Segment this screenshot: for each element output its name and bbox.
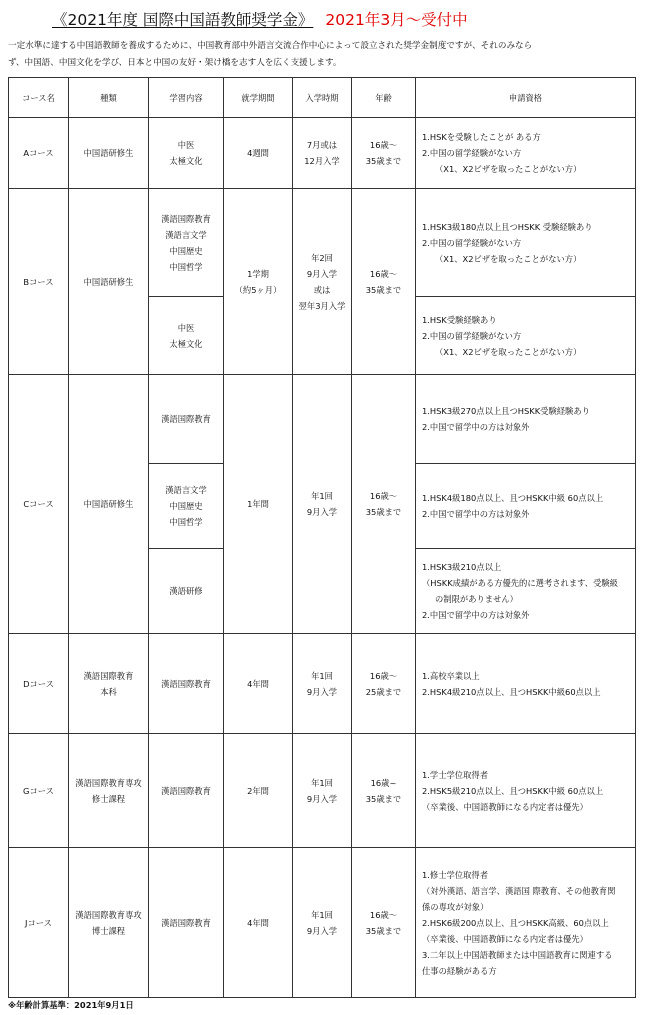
course-age: 16歳~ 35歳まで <box>352 734 416 848</box>
table-header-row <box>9 78 636 118</box>
col-header-period: 就学期間 <box>224 78 293 118</box>
table-row <box>9 189 636 297</box>
intro-paragraph <box>8 38 638 72</box>
table-row <box>9 848 636 998</box>
col-header-course: コース名 <box>9 78 69 118</box>
course-content: 漢語言文学 中国歴史 中国哲学 <box>149 464 224 549</box>
course-type: 中国語研修生 <box>69 375 149 634</box>
course-content: 中医 太極文化 <box>149 297 224 375</box>
course-content: 漢語国際教育 <box>149 375 224 464</box>
application-status: 2021年3月～受付中 <box>325 11 468 29</box>
scholarship-title: 《2021年度 国際中国語教師奨学金》 <box>52 11 314 29</box>
course-content: 中医 太極文化 <box>149 118 224 189</box>
course-age: 16歳～ 35歳まで <box>352 375 416 634</box>
course-content: 漢語国際教育 <box>149 848 224 998</box>
table-row <box>9 734 636 848</box>
intro-line-1: 一定水準に達する中国語教師を養成するために、中国教育部中外語言交流合作中心によって設立された奨学金制度ですが、それのみなら <box>8 41 533 51</box>
course-period: 2年間 <box>224 734 293 848</box>
intro-line-2: ず、中国語、中国文化を学び、日本と中国の友好・架け橋を志す人を広く支援します。 <box>8 58 342 68</box>
course-requirements: 1.修士学位取得者 （対外漢語、語言学、漢語国 際教育、その他教育関 係の専攻が対象） 2.HSK6級200点以上、且つHSKK高級、60点以上 （卒業後、中国語教師になる内定者は優先） 3.二年以上中国語教師または中国語教育に関連する 仕事の経験がある方 <box>416 848 636 998</box>
course-age: 16歳～ 35歳まで <box>352 848 416 998</box>
course-name: Jコース <box>9 848 69 998</box>
course-period: 1年間 <box>224 375 293 634</box>
col-header-age: 年齢 <box>352 78 416 118</box>
course-requirements: 1.HSK3級270点以上且つHSKK受験経験あり 2.中国で留学中の方は対象外 <box>416 375 636 464</box>
course-name: Bコース <box>9 189 69 375</box>
course-requirements: 1.HSK3級210点以上 （HSKK成績がある方優先的に選考されます、受験級 の制限がありません） 2.中国で留学中の方は対象外 <box>416 549 636 634</box>
course-name: Gコース <box>9 734 69 848</box>
course-type: 漢語国際教育専攻 修士課程 <box>69 734 149 848</box>
col-header-intake: 入学時期 <box>293 78 352 118</box>
course-period: 4週間 <box>224 118 293 189</box>
course-table <box>8 77 636 998</box>
course-age: 16歳～ 35歳まで <box>352 118 416 189</box>
course-requirements: 1.学士学位取得者 2.HSK5級210点以上、且つHSKK中級 60点以上 （卒業後、中国語教師になる内定者は優先） <box>416 734 636 848</box>
course-name: Aコース <box>9 118 69 189</box>
course-period: 4年間 <box>224 848 293 998</box>
course-period: 1学期 （約5ヶ月） <box>224 189 293 375</box>
course-requirements: 1.高校卒業以上 2.HSK4級210点以上、且つHSKK中級60点以上 <box>416 634 636 734</box>
course-intake: 年1回 9月入学 <box>293 848 352 998</box>
course-requirements: 1.HSK3級180点以上且つHSKK 受験経験あり 2.中国の留学経験がない方 （X1、X2ビザを取ったことがない方） <box>416 189 636 297</box>
course-intake: 年1回 9月入学 <box>293 634 352 734</box>
table-row <box>9 375 636 464</box>
course-intake: 年1回 9月入学 <box>293 734 352 848</box>
course-requirements: 1.HSKを受験したことが ある方 2.中国の留学経験がない方 （X1、X2ビザを取ったことがない方） <box>416 118 636 189</box>
course-type: 中国語研修生 <box>69 189 149 375</box>
course-type: 漢語国際教育 本科 <box>69 634 149 734</box>
course-intake: 年1回 9月入学 <box>293 375 352 634</box>
course-intake: 7月或は 12月入学 <box>293 118 352 189</box>
course-type: 漢語国際教育専攻 博士課程 <box>69 848 149 998</box>
course-content: 漢語研修 <box>149 549 224 634</box>
course-intake: 年2回 9月入学 或は 翌年3月入学 <box>293 189 352 375</box>
table-row <box>9 118 636 189</box>
course-content: 漢語国際教育 漢語言文学 中国歴史 中国哲学 <box>149 189 224 297</box>
table-row <box>9 634 636 734</box>
course-content: 漢語国際教育 <box>149 734 224 848</box>
col-header-requirements: 申請資格 <box>416 78 636 118</box>
page-title <box>52 8 642 32</box>
col-header-content: 学習内容 <box>149 78 224 118</box>
col-header-type: 種類 <box>69 78 149 118</box>
course-name: Cコース <box>9 375 69 634</box>
course-requirements: 1.HSK受験経験あり 2.中国の留学経験がない方 （X1、X2ビザを取ったことがない方） <box>416 297 636 375</box>
course-content: 漢語国際教育 <box>149 634 224 734</box>
course-name: Dコース <box>9 634 69 734</box>
age-basis-footnote: ※年齢計算基準：2021年9月1日 <box>8 1000 134 1010</box>
course-type: 中国語研修生 <box>69 118 149 189</box>
course-requirements: 1.HSK4級180点以上、且つHSKK中級 60点以上 2.中国で留学中の方は対象外 <box>416 464 636 549</box>
course-age: 16歳～ 35歳まで <box>352 189 416 375</box>
course-age: 16歳～ 25歳まで <box>352 634 416 734</box>
course-period: 4年間 <box>224 634 293 734</box>
